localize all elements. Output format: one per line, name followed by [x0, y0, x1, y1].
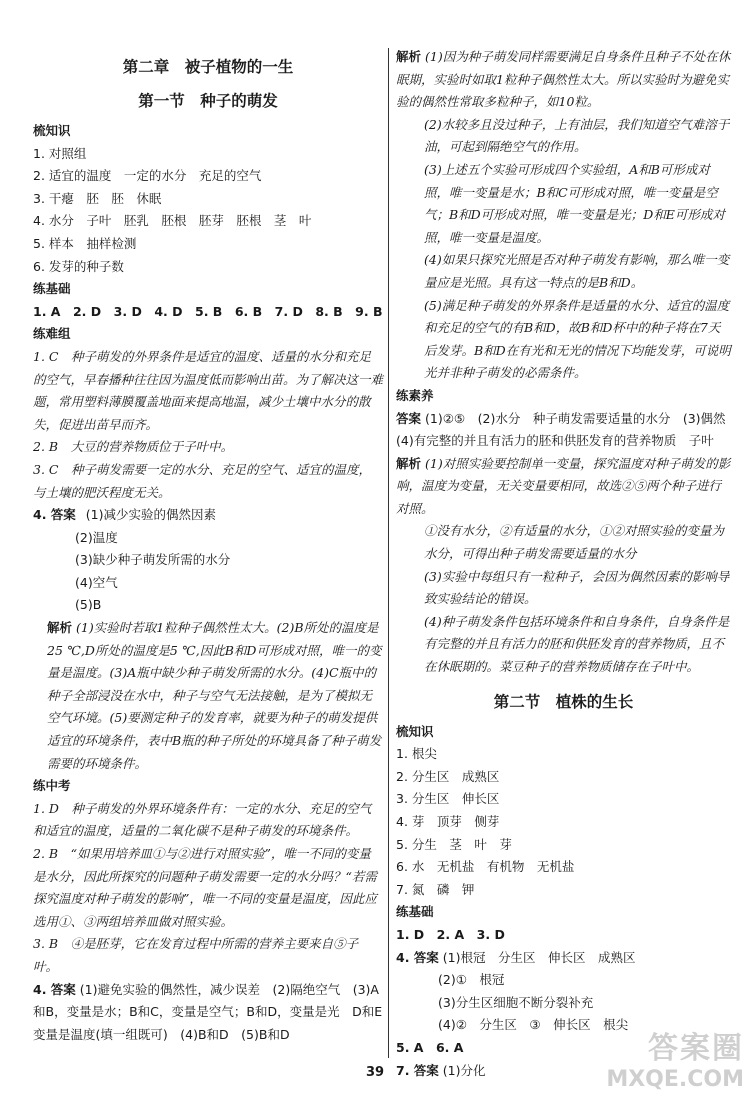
answer-lead: 4. 答案 [396, 949, 439, 965]
explanation-paragraph: 3. B ④是胚芽，它在发育过程中所需的营养主要来自⑤子叶。 [33, 936, 359, 974]
analysis-text: (1)因为种子萌发同样需要满足自身条件且种子不处在休眠期，实验时如取1粒种子偶然性太大。所以实验时为避免实验的偶然性常取多粒种子，如10粒。 [396, 49, 731, 110]
answer-paragraph [33, 979, 383, 1047]
heading-lianzhongkao: 练中考 [33, 778, 71, 794]
list-item: 1. 根尖 [396, 746, 437, 762]
answer-item: (3)分生区细胞不断分裂补充 [438, 994, 594, 1010]
list-item: 3. 分生区 伸长区 [396, 791, 500, 807]
answer-item: (2)温度 [75, 529, 118, 545]
answer-item: (4)② 分生区 ③ 伸长区 根尖 [438, 1017, 629, 1033]
analysis-paragraph: (3)实验中每组只有一粒种子，会因为偶然因素的影响导致实验结论的错误。 [424, 568, 730, 607]
analysis-paragraph [396, 453, 731, 521]
heading-lianjichu: 练基础 [33, 281, 71, 297]
answer-item: (1)减少实验的偶然因素 [85, 507, 217, 523]
section-title-2: 第二节 植株的生长 [493, 692, 634, 711]
explanation-paragraph: 1. D 种子萌发的外界环境条件有：一定的水分、充足的空气和适宜的温度，适量的二氧化碳不是种子萌发的环境条件。 [33, 800, 372, 839]
answer-item: (5)B [75, 597, 102, 613]
heading-shuzhi: 梳知识 [396, 723, 434, 739]
column-divider [388, 48, 389, 1058]
heading-lianjichu: 练基础 [396, 904, 434, 920]
section-title-1: 第一节 种子的萌发 [138, 92, 278, 110]
list-item: 4. 芽 顶芽 侧芽 [396, 814, 500, 829]
heading-lianxiyang: 练素养 [396, 387, 434, 403]
watermark-line1: 答案圈 [648, 1031, 744, 1066]
list-item: 4. 水分 子叶 胚乳 胚根 胚芽 胚根 茎 叶 [33, 213, 312, 229]
answer-line: 5. A 6. A [396, 1039, 464, 1055]
list-item: 2. 适宜的温度 一定的水分 充足的空气 [33, 168, 262, 184]
heading-shuzhi: 梳知识 [33, 123, 71, 138]
list-item: 1. 对照组 [33, 145, 87, 161]
analysis-label: 解析 [47, 620, 73, 636]
answer-lead: 4. 答案 [33, 981, 76, 997]
analysis-paragraph: (4)种子萌发条件包括环境条件和自身条件，自身条件是有完整的并且有活力的胚和供胚发育的营养物质，且不在休眠期的。菜豆种子的营养物质储存在子叶中。 [424, 613, 730, 675]
analysis-label: 解析 [396, 455, 422, 471]
analysis-paragraph [33, 617, 383, 775]
analysis-text: (1)对照实验要控制单一变量，探究温度对种子萌发的影响，温度为变量，无关变量要相同，故选②⑤两个种子进行对照。 [396, 455, 731, 516]
right-column [396, 46, 739, 1082]
left-column [33, 52, 383, 1046]
list-item: 7. 氮 磷 钾 [396, 881, 475, 897]
analysis-paragraph: (2)水较多且没过种子，上有油层，我们知道空气难溶于油，可起到隔绝空气的作用。 [424, 116, 730, 155]
list-item: 5. 分生 茎 叶 芽 [396, 836, 512, 852]
list-item: 2. 分生区 成熟区 [396, 768, 500, 784]
page-number: 39 [365, 1065, 385, 1080]
list-item: 3. 干瘪 胚 胚 休眠 [33, 190, 162, 206]
answer-item: (1)根冠 分生区 伸长区 成熟区 [442, 949, 636, 965]
answer-item: (2)① 根冠 [438, 972, 505, 988]
answer-text: (1)分化 [442, 1062, 486, 1078]
answer-lead: 答案 [396, 410, 422, 426]
answer-lead: 7. 答案 [396, 1062, 439, 1078]
explanation-paragraph: 2. B 大豆的营养物质位于子叶中。 [33, 439, 234, 455]
list-item: 6. 水 无机盐 有机物 无机盐 [396, 859, 575, 875]
heading-liannandian: 练难组 [33, 326, 71, 342]
analysis-paragraph: ①没有水分，②有适量的水分，①②对照实验的变量为水分，可得出种子萌发需要适量的水分 [424, 523, 725, 562]
analysis-paragraph [396, 46, 731, 114]
analysis-label: 解析 [396, 49, 422, 64]
analysis-paragraph: (5)满足种子萌发的外界条件是适量的水分、适宜的温度和充足的空气的有B和D，故B和D杯中的种子将在7天后发芽。B和D在有光和无光的情况下均能发芽，可说明光并非种子萌发的必需条件。 [424, 297, 731, 381]
analysis-paragraph: (4)如果只探究光照是否对种子萌发有影响，那么唯一变量应是光照。具有这一特点的是B和D。 [424, 252, 730, 290]
explanation-paragraph: 3. C 种子萌发需要一定的水分、充足的空气、适宜的温度，与土壤的肥沃程度无关。 [33, 461, 371, 500]
analysis-paragraph: (3)上述五个实验可形成四个实验组，A和B可形成对照，唯一变量是水；B和C可形成对照，唯一变量是空气；B和D可形成对照，唯一变量是光；D和E可形成对照，唯一变量是温度。 [424, 161, 725, 245]
watermark-logo [604, 1031, 744, 1099]
answer-lead: 4. 答案 [33, 507, 76, 523]
answer-paragraph [396, 408, 739, 453]
answer-line: 1. A 2. D 3. D 4. D 5. B 6. B 7. D 8. B 9. B [33, 303, 383, 319]
answer-item: (3)缺少种子萌发所需的水分 [75, 552, 231, 568]
list-item: 5. 样本 抽样检测 [33, 235, 137, 251]
answer-item: (4)空气 [75, 574, 118, 590]
explanation-paragraph: 2. B “如果用培养皿①与②进行对照实验”，唯一不同的变量是水分，因此所探究的问题种子萌发需要一定的水分吗？“若需探究温度对种子萌发的影响”，唯一不同的变量是温度，因此应选用①、③两组培养皿做对照实验。 [33, 846, 377, 929]
answer-text: (1)避免实验的偶然性，减少误差 (2)隔绝空气 (3)A和B，变量是水；B和C，变量是空气；B和D，变量是光 D和E变量是温度(填一组既可) (4)B和D (5)B和D [33, 981, 383, 1042]
answer-paragraph [396, 947, 731, 970]
answer-line: 1. D 2. A 3. D [396, 926, 505, 942]
answer-text: (1)②⑤ (2)水分 种子萌发需要适量的水分 (3)偶然 (4)有完整的并且有活力的胚和供胚发育的营养物质 子叶 [396, 410, 739, 449]
analysis-text: (1)实验时若取1粒种子偶然性太大。(2)B所处的温度是25 ℃,D所处的温度是5 ℃,因此B和D可形成对照，唯一的变量是温度。(3)A瓶中缺少种子萌发所需的水分。(4)C瓶中的种子全部浸没在水中，种子与空气无法接触，是为了模拟无空气环境。(5)要测定种子的发育率，就要为种子的萌发提供适宜的环境条件，表中B瓶的种子所处的环境具备了种子萌发需要的环境条件。 [47, 620, 382, 771]
explanation-paragraph: 1. C 种子萌发的外界条件是适宜的温度、适量的水分和充足的空气，早春播种往往因为温度低而影响出苗。为了解决这一难题，常用塑料薄膜覆盖地面来提高地温，减少土壤中水分的散失，促进出苗早而齐。 [33, 348, 384, 432]
list-item: 6. 发芽的种子数 [33, 258, 124, 274]
chapter-title: 第二章 被子植物的一生 [122, 58, 294, 76]
watermark-line2: MXQE.COM [606, 1067, 744, 1092]
